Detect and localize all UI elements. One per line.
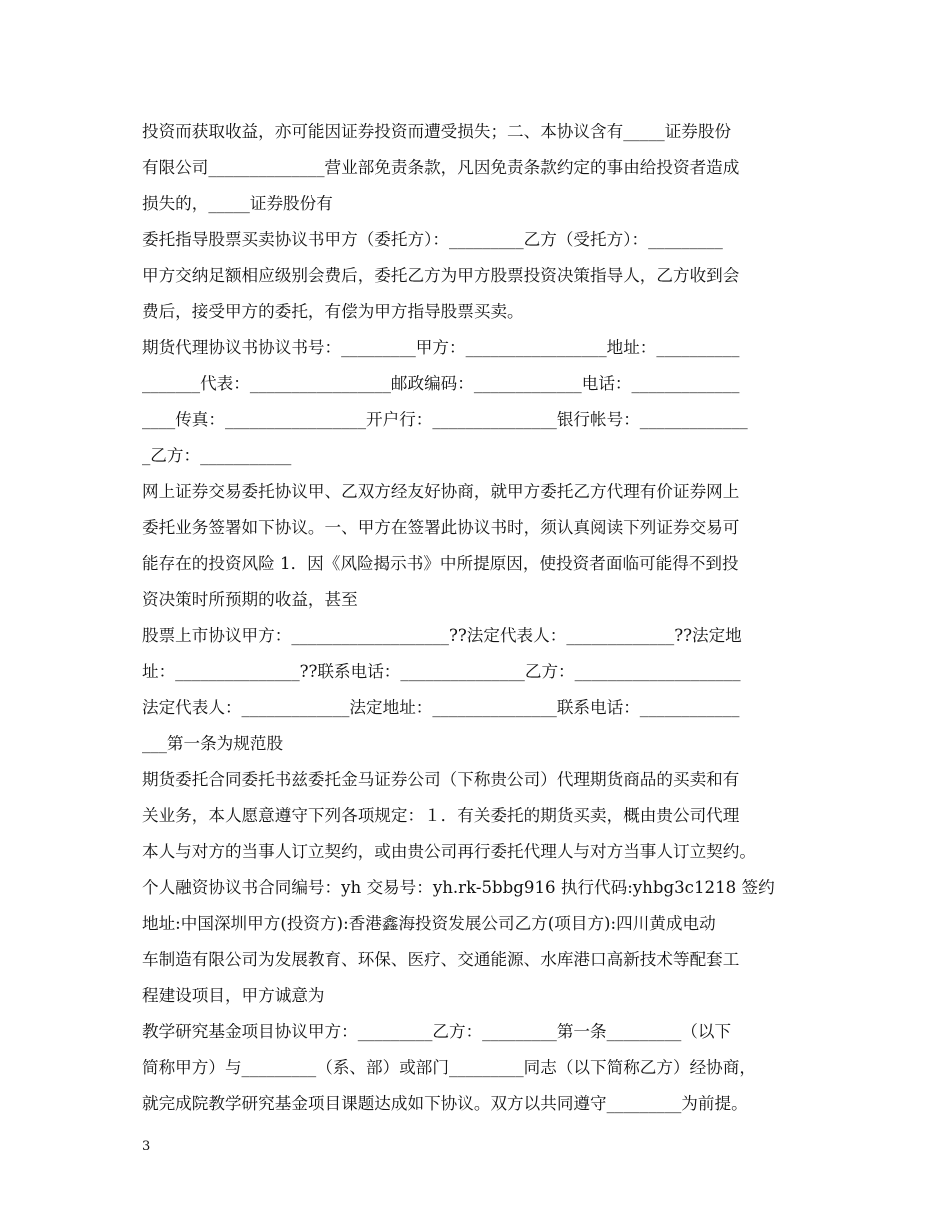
text-line: 能存在的投资风险 1．因《风险揭示书》中所提原因，使投资者面临可能得不到投	[142, 554, 739, 573]
text-line: 地址:中国深圳甲方(投资方):香港鑫海投资发展公司乙方(项目方):四川黄成电动	[142, 914, 716, 933]
text-line: 委托业务签署如下协议。一、甲方在签署此协议书时，须认真阅读下列证券交易可	[142, 518, 740, 537]
text-line: 关业务，本人愿意遵守下列各项规定：１．有关委托的期货买卖，概由贵公司代理	[142, 806, 740, 825]
text-line: 费后，接受甲方的委托，有偿为甲方指导股票买卖。	[142, 302, 524, 321]
text-line: 网上证券交易委托协议甲、乙双方经友好协商，就甲方委托乙方代理有价证券网上	[142, 482, 740, 501]
text-line: 股票上市协议甲方：___________________??法定代表人：_____________??法定地	[142, 626, 742, 645]
document-body	[142, 114, 814, 1122]
text-line: 资决策时所预期的收益，甚至	[142, 590, 358, 609]
text-line: ___第一条为规范股	[142, 734, 284, 753]
text-line: 甲方交纳足额相应级别会费后，委托乙方为甲方股票投资决策指导人，乙方收到会	[142, 266, 740, 285]
text-line: 就完成院教学研究基金项目课题达成如下协议。双方以共同遵守_________为前提。	[142, 1094, 748, 1113]
text-line: _______代表：_________________邮政编码：_____________电话：_____________	[142, 374, 740, 393]
text-line: 法定代表人：_____________法定地址：_______________联系电话：____________	[142, 698, 740, 717]
text-line: 址：_______________??联系电话：_______________乙方：____________________	[142, 662, 741, 681]
text-line: ____传真：_________________开户行：_______________银行帐号：_____________	[142, 410, 748, 429]
text-line: 个人融资协议书合同编号：yh 交易号：yh.rk-5bbg916 执行代码:yhbg3c1218 签约	[142, 878, 775, 897]
text-line: 有限公司______________营业部免责条款，凡因免责条款约定的事由给投资者造成	[142, 158, 740, 177]
text-line: 委托指导股票买卖协议书甲方（委托方）：_________乙方（受托方）：_________	[142, 230, 723, 249]
text-line: 本人与对方的当事人订立契约，或由贵公司再行委托代理人与对方当事人订立契约。	[142, 842, 756, 861]
page-number: 3	[142, 1139, 151, 1154]
text-line: 简称甲方）与_________（系、部）或部门_________同志（以下简称乙方）经协商，	[142, 1058, 756, 1077]
text-line: 期货代理协议书协议书号：_________甲方：_________________地址：__________	[142, 338, 740, 357]
text-line: 教学研究基金项目协议甲方：_________乙方：_________第一条_________（以下	[142, 1022, 732, 1041]
text-line: 车制造有限公司为发展教育、环保、医疗、交通能源、水库港口高新技术等配套工	[142, 950, 740, 969]
text-line: 程建设项目，甲方诚意为	[142, 986, 325, 1005]
text-line: 损失的，_____证券股份有	[142, 194, 333, 213]
text-line: 期货委托合同委托书兹委托金马证券公司（下称贵公司）代理期货商品的买卖和有	[142, 770, 740, 789]
text-line: 投资而获取收益，亦可能因证券投资而遭受损失；二、本协议含有_____证券股份	[142, 122, 732, 141]
text-line: _乙方：___________	[142, 446, 292, 465]
